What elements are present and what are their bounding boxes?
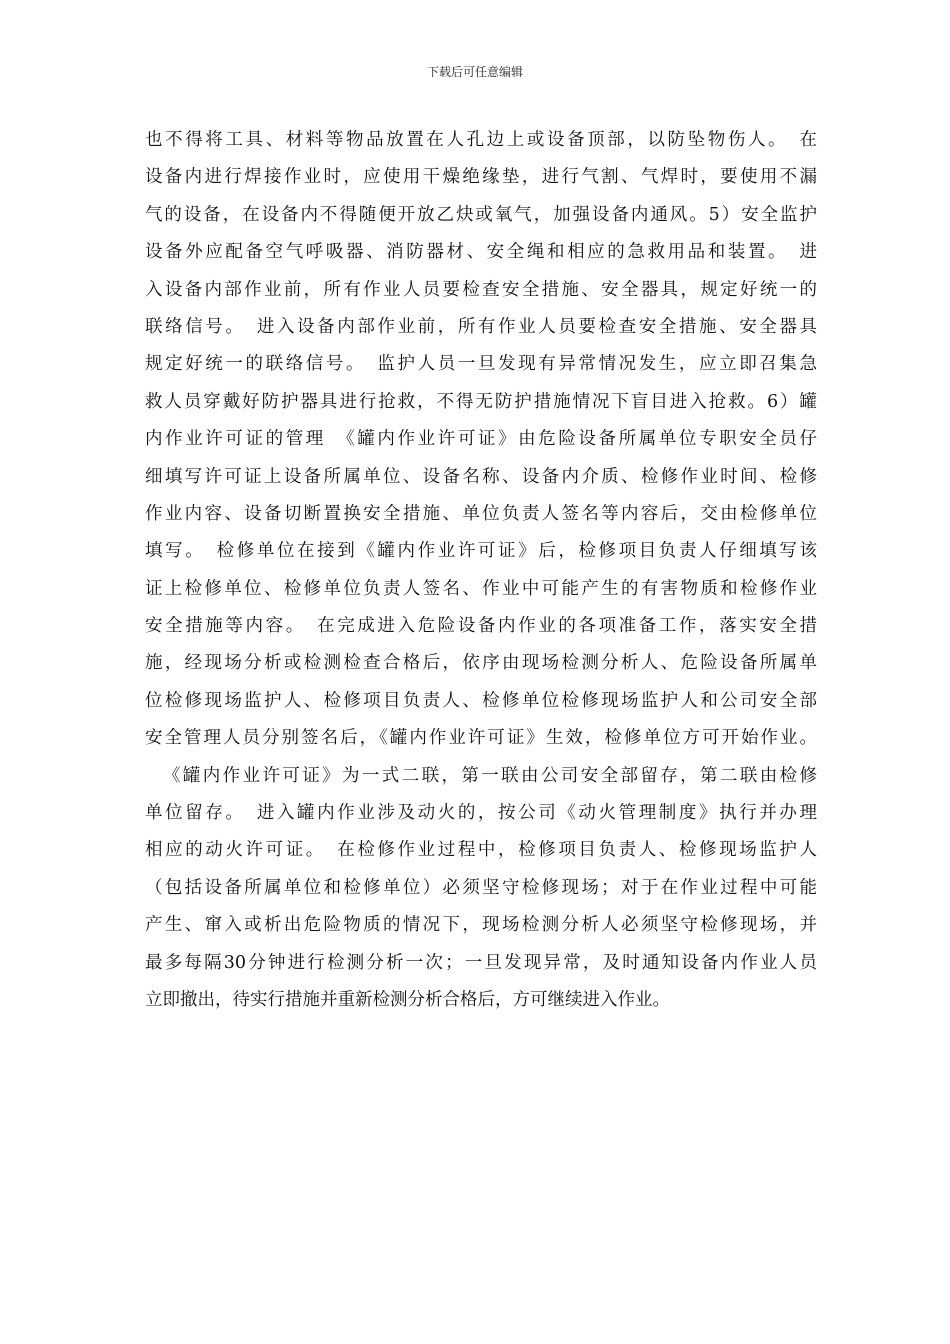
- text-line: 安全管理人员分别签名后，《罐内作业许可证》生效，检修单位方可开始作业。: [145, 728, 817, 749]
- text-line: 相应的动火许可证。 在检修作业过程中，检修项目负责人、检修现场监护人: [145, 840, 817, 861]
- text-line: （包括设备所属单位和检修单位）必须坚守检修现场；对于在作业过程中可能: [145, 877, 817, 898]
- text-line: 填写。 检修单位在接到《罐内作业许可证》后，检修项目负责人仔细填写该: [145, 541, 817, 562]
- text-line: 立即撤出，待实行措施并重新检测分析合格后，方可继续进入作业。: [145, 989, 670, 1010]
- text-line: 设备外应配备空气呼吸器、消防器材、安全绳和相应的急救用品和装置。 进: [145, 242, 817, 263]
- text-line: 气的设备，在设备内不得随便开放乙炔或氧气，加强设备内通风。5）安全监护: [145, 204, 817, 225]
- text-line: 入设备内部作业前，所有作业人员要检查安全措施、安全器具，规定好统一的: [145, 279, 817, 300]
- text-line: 内作业许可证的管理 《罐内作业许可证》由危险设备所属单位专职安全员仔: [145, 429, 817, 450]
- text-line: 规定好统一的联络信号。 监护人员一旦发现有异常情况发生，应立即召集急: [145, 354, 817, 375]
- document-body: [145, 122, 817, 1019]
- text-line: 施，经现场分析或检测检查合格后，依序由现场检测分析人、危险设备所属单: [145, 653, 817, 674]
- text-line: 位检修现场监护人、检修项目负责人、检修单位检修现场监护人和公司安全部: [145, 690, 817, 711]
- text-line: 救人员穿戴好防护器具进行抢救，不得无防护措施情况下盲目进入抢救。6）罐: [145, 391, 817, 412]
- text-line: 单位留存。 进入罐内作业涉及动火的，按公司《动火管理制度》执行并办理: [145, 803, 817, 824]
- text-line: 最多每隔30分钟进行检测分析一次；一旦发现异常，及时通知设备内作业人员: [145, 952, 817, 973]
- text-line: 也不得将工具、材料等物品放置在人孔边上或设备顶部，以防坠物伤人。 在: [145, 130, 817, 150]
- text-line: 安全措施等内容。 在完成进入危险设备内作业的各项准备工作，落实安全措: [145, 616, 817, 637]
- text-line: 证上检修单位、检修单位负责人签名、作业中可能产生的有害物质和检修作业: [145, 578, 817, 599]
- text-line: 联络信号。 进入设备内部作业前，所有作业人员要检查安全措施、安全器具: [145, 316, 817, 337]
- text-line: 产生、窜入或析出危险物质的情况下，现场检测分析人必须坚守检修现场，并: [145, 915, 817, 936]
- text-line: 《罐内作业许可证》为一式二联，第一联由公司安全部留存，第二联由检修: [163, 765, 817, 786]
- text-line: 作业内容、设备切断置换安全措施、单位负责人签名等内容后，交由检修单位: [145, 503, 817, 524]
- text-line: 设备内进行焊接作业时，应使用干燥绝缘垫，进行气割、气焊时，要使用不漏: [145, 167, 817, 188]
- text-line: 细填写许可证上设备所属单位、设备名称、设备内介质、检修作业时间、检修: [145, 466, 817, 487]
- page-header: 下载后可任意编辑: [426, 65, 523, 79]
